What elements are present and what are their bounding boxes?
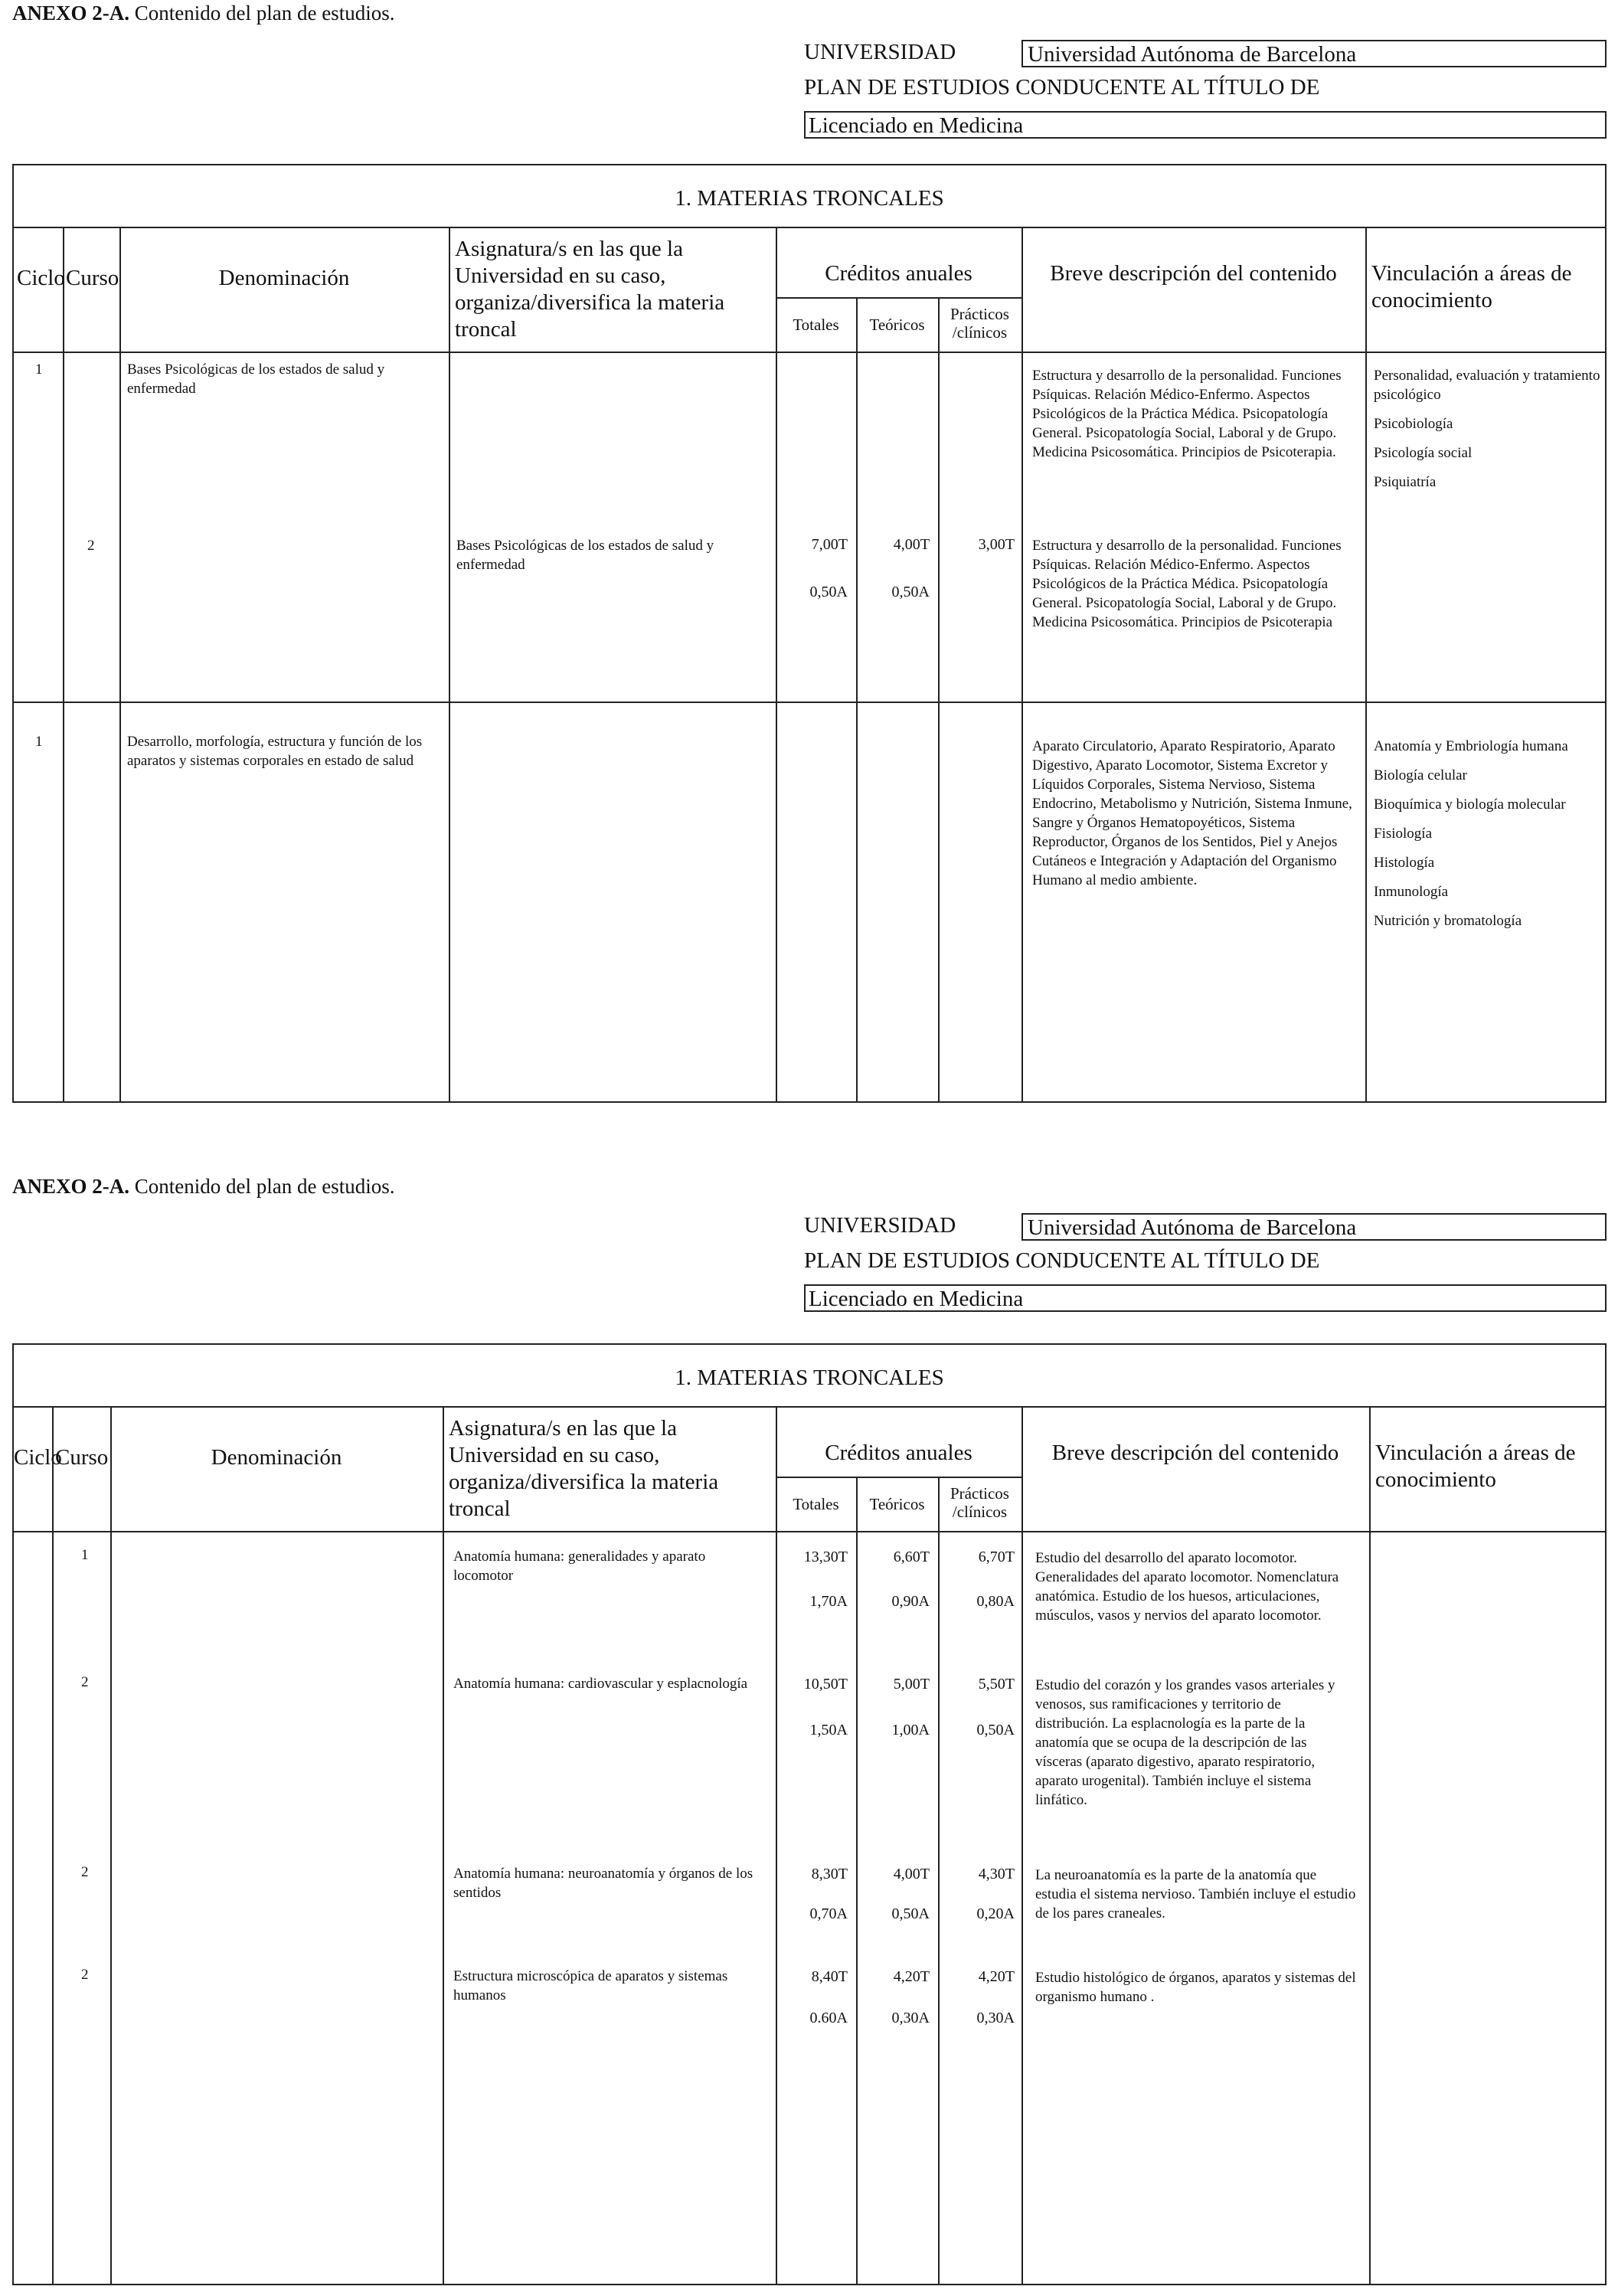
col-vinculacion-header: Vinculación a áreas de conocimiento xyxy=(1371,261,1572,312)
section-title: 1. MATERIAS TRONCALES xyxy=(14,1345,1605,1408)
row1-denominacion: Bases Psicológicas de los estados de salud y enfermedad xyxy=(127,361,385,397)
row-descripcion: Estudio del corazón y los grandes vasos arteriales y venosos, sus ramificaciones y territorio de distribución. La esplacnología es la parte de la anatomía que se ocupa de la descripción de las vísceras (aparato digestivo, aparato respiratorio, aparato urogenital). También incluye el sistema linfático. xyxy=(1035,1677,1335,1808)
row2-teoricos-a: 0,50A xyxy=(891,584,930,600)
row1-areas xyxy=(1374,366,1600,502)
row-practicos-t: 4,20T xyxy=(978,1968,1015,1985)
row-practicos-a: 0,30A xyxy=(976,2010,1015,2026)
row3-denominacion: Desarrollo, morfología, estructura y función de los aparatos y sistemas corporales en estado de salud xyxy=(127,734,423,769)
row-totales-a: 0,70A xyxy=(809,1905,848,1922)
row2-teoricos-t: 4,00T xyxy=(893,536,930,553)
col-descripcion-header: Breve descripción del contenido xyxy=(1050,261,1337,286)
row-descripcion: La neuroanatomía es la parte de la anatomía que estudia el sistema nervioso. También incluye el estudio de los pares craneales. xyxy=(1035,1867,1356,1922)
degree-plan-label: PLAN DE ESTUDIOS CONDUCENTE AL TÍTULO DE xyxy=(804,75,1320,100)
materias-table xyxy=(12,1343,1607,2285)
col-denominacion-header: Denominación xyxy=(218,266,350,290)
col-totales-header: Totales xyxy=(793,316,839,334)
row-descripcion: Estudio histológico de órganos, aparatos y sistemas del organismo humano . xyxy=(1035,1970,1356,2005)
annex-title: Contenido del plan de estudios. xyxy=(129,1175,395,1198)
university-label: UNIVERSIDAD xyxy=(804,40,956,64)
row-curso: 2 xyxy=(81,1967,89,1983)
col-teoricos-header: Teóricos xyxy=(869,316,925,334)
col-creditos-header: Créditos anuales xyxy=(825,1441,972,1465)
row1-descripcion: Estructura y desarrollo de la personalidad. Funciones Psíquicas. Relación Médico-Enfermo. Aspectos Psicológicos de la Práctica Médica. Psicopatología General. Psicopatología Social, Laboral y de Grupo. Medicina Psicosomática. Principios de Psicoterapia. xyxy=(1032,368,1342,460)
area-item: Psicología social xyxy=(1374,445,1473,461)
row-teoricos-t: 5,00T xyxy=(893,1676,930,1693)
col-totales-header: Totales xyxy=(793,1495,839,1513)
row2-practicos-t: 3,00T xyxy=(978,536,1015,553)
row-practicos-a: 0,20A xyxy=(976,1905,1015,1922)
area-item: Fisiología xyxy=(1374,826,1433,842)
col-ciclo-header: Ciclo xyxy=(17,266,65,290)
materias-table xyxy=(12,164,1607,1103)
row-totales-t: 13,30T xyxy=(803,1549,848,1565)
degree-title-field: Licenciado en Medicina xyxy=(804,111,1607,139)
row-practicos-a: 0,80A xyxy=(976,1593,1015,1610)
area-item: Biología celular xyxy=(1374,767,1467,783)
col-asignatura-header: Asignatura/s en las que la Universidad en su caso, organiza/diversifica la materia troncal xyxy=(455,237,725,342)
row-curso: 2 xyxy=(81,1674,89,1690)
row-practicos-t: 6,70T xyxy=(978,1549,1015,1565)
col-denominacion-header: Denominación xyxy=(211,1445,342,1470)
row-asignatura: Estructura microscópica de aparatos y sistemas humanos xyxy=(453,1968,728,2003)
row-totales-a: 0.60A xyxy=(809,2010,848,2026)
col-vinculacion-header: Vinculación a áreas de conocimiento xyxy=(1375,1441,1576,1492)
area-item: Psiquiatría xyxy=(1374,474,1437,490)
row-asignatura: Anatomía humana: neuroanatomía y órganos de los sentidos xyxy=(453,1866,753,1901)
row-teoricos-t: 6,60T xyxy=(893,1549,930,1565)
row3-areas xyxy=(1374,737,1600,940)
row-curso: 1 xyxy=(81,1547,89,1563)
row-descripcion: Estudio del desarrollo del aparato locomotor. Generalidades del aparato locomotor. Nomenclatura anatómica. Estudio de los huesos, articulaciones, músculos, vasos y nervios del aparato locomotor. xyxy=(1035,1550,1339,1624)
row-practicos-t: 4,30T xyxy=(978,1866,1015,1882)
annex-number: ANEXO 2-A. xyxy=(12,1175,129,1198)
degree-plan-label: PLAN DE ESTUDIOS CONDUCENTE AL TÍTULO DE xyxy=(804,1248,1320,1273)
row-totales-t: 10,50T xyxy=(803,1676,848,1693)
col-creditos-header: Créditos anuales xyxy=(825,261,972,286)
row-asignatura: Anatomía humana: generalidades y aparato locomotor xyxy=(453,1549,706,1584)
row-totales-t: 8,30T xyxy=(811,1866,848,1882)
area-item: Histología xyxy=(1374,855,1435,871)
col-curso-header: Curso xyxy=(55,1445,109,1470)
row-teoricos-a: 0,90A xyxy=(891,1593,930,1610)
row-teoricos-t: 4,00T xyxy=(893,1866,930,1882)
col-practicos-header: Prácticos /clínicos xyxy=(950,305,1009,342)
row1-ciclo: 1 xyxy=(35,361,43,378)
row2-descripcion: Estructura y desarrollo de la personalidad. Funciones Psíquicas. Relación Médico-Enfermo. Aspectos Psicológicos de la Práctica Médica. Psicopatología General. Psicopatología Social, Laboral y de Grupo. Medicina Psicosomática. Principios de Psicoterapia xyxy=(1032,538,1342,630)
col-asignatura-header: Asignatura/s en las que la Universidad en su caso, organiza/diversifica la materia troncal xyxy=(449,1416,719,1521)
annex-heading xyxy=(12,1175,394,1199)
university-label: UNIVERSIDAD xyxy=(804,1213,956,1238)
area-item: Inmunología xyxy=(1374,884,1449,900)
row2-asignatura: Bases Psicológicas de los estados de salud y enfermedad xyxy=(456,538,714,573)
row-practicos-a: 0,50A xyxy=(976,1722,1015,1738)
row-totales-a: 1,50A xyxy=(809,1722,848,1738)
row-teoricos-a: 0,50A xyxy=(891,1905,930,1922)
col-descripcion-header: Breve descripción del contenido xyxy=(1051,1441,1339,1465)
section-title: 1. MATERIAS TRONCALES xyxy=(14,165,1605,228)
row2-totales-t: 7,00T xyxy=(811,536,848,553)
col-ciclo-header: Ciclo xyxy=(14,1445,62,1470)
area-item: Nutrición y bromatología xyxy=(1374,913,1522,929)
row2-totales-a: 0,50A xyxy=(809,584,848,600)
annex-title: Contenido del plan de estudios. xyxy=(129,2,395,25)
row3-ciclo: 1 xyxy=(35,734,43,750)
row-teoricos-a: 0,30A xyxy=(891,2010,930,2026)
col-curso-header: Curso xyxy=(66,266,119,290)
col-teoricos-header: Teóricos xyxy=(869,1495,925,1513)
row3-descripcion: Aparato Circulatorio, Aparato Respiratorio, Aparato Digestivo, Aparato Locomotor, Sistema Excretor y Líquidos Corporales, Sistema Nervioso, Sistema Endocrino, Metabolismo y Nutrición, Sistema Inmune, Sangre y Órganos Hematopoyéticos, Sistema Reproductor, Órganos de los Sentidos, Piel y Anejos Cutáneos e Integración y Adaptación del Organismo Humano al medio ambiente. xyxy=(1032,738,1352,888)
row-practicos-t: 5,50T xyxy=(978,1676,1015,1693)
area-item: Anatomía y Embriología humana xyxy=(1374,738,1568,754)
row-totales-a: 1,70A xyxy=(809,1593,848,1610)
area-item: Psicobiología xyxy=(1374,416,1453,432)
row-teoricos-t: 4,20T xyxy=(893,1968,930,1985)
degree-title-field: Licenciado en Medicina xyxy=(804,1284,1607,1312)
row-totales-t: 8,40T xyxy=(811,1968,848,1985)
row-asignatura: Anatomía humana: cardiovascular y esplacnología xyxy=(453,1676,748,1692)
annex-number: ANEXO 2-A. xyxy=(12,2,129,25)
row-teoricos-a: 1,00A xyxy=(891,1722,930,1738)
annex-heading xyxy=(12,2,394,25)
col-practicos-header: Prácticos /clínicos xyxy=(950,1484,1009,1521)
area-item: Bioquímica y biología molecular xyxy=(1374,796,1566,813)
area-item: Personalidad, evaluación y tratamiento psicológico xyxy=(1374,368,1600,403)
university-field: Universidad Autónoma de Barcelona xyxy=(1021,40,1607,67)
row2-curso: 2 xyxy=(87,538,95,554)
university-field: Universidad Autónoma de Barcelona xyxy=(1021,1213,1607,1241)
row-curso: 2 xyxy=(81,1864,89,1880)
